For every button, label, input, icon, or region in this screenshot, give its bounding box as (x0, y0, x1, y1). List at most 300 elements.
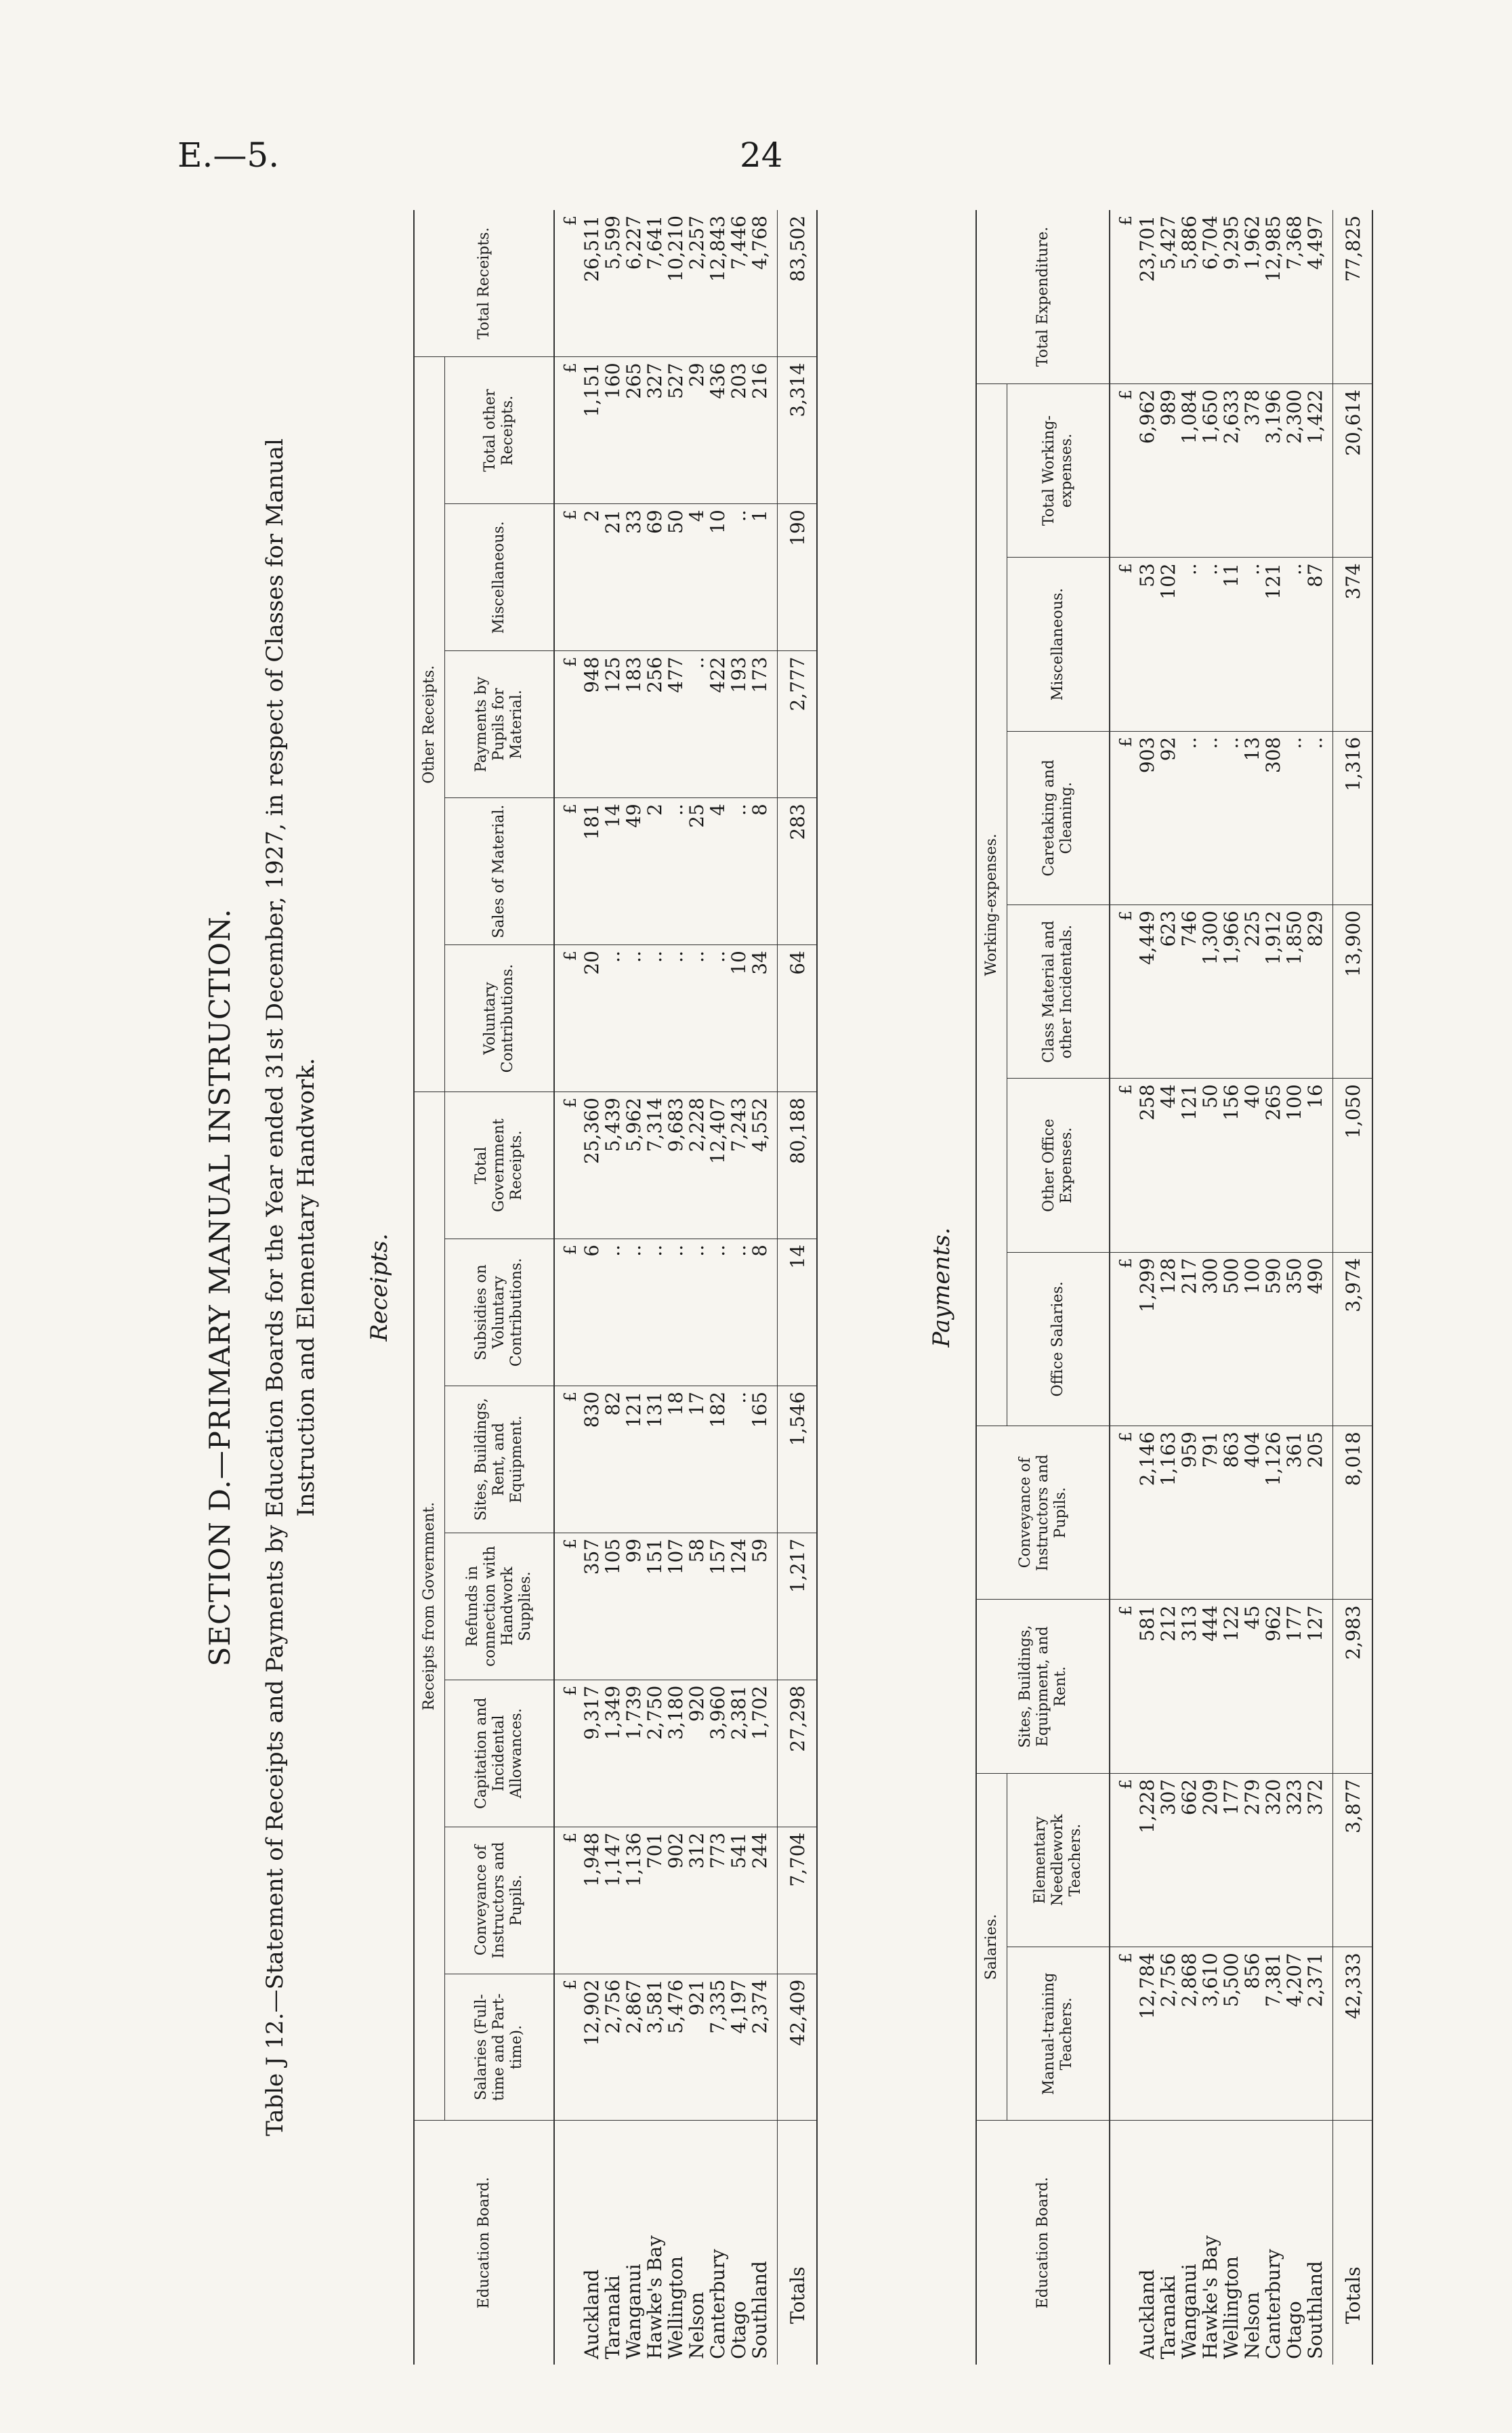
total-conveyance: 8,018 (1333, 1426, 1373, 1600)
unit-cell: £ (554, 1239, 581, 1386)
cell-total-working: 2,300 (1284, 383, 1305, 557)
cell-payments-pupils: 173 (749, 651, 778, 798)
cell-office-salaries: 350 (1284, 1252, 1305, 1426)
cell-needlework: 662 (1179, 1773, 1200, 1947)
cell-total-working: 1,422 (1305, 383, 1333, 557)
cell-total-expenditure: 1,962 (1242, 210, 1263, 383)
cell-voluntary: 34 (749, 945, 778, 1092)
cell-misc: 33 (623, 504, 644, 651)
cell-class-material: 1,966 (1221, 904, 1242, 1078)
unit-cell: £ (554, 210, 581, 357)
cell-sites: 122 (1221, 1600, 1242, 1773)
cell-refunds: 99 (623, 1533, 644, 1680)
cell-sites: 131 (644, 1386, 665, 1533)
cell-salaries: 3,581 (644, 1974, 665, 2121)
cell-conveyance: 791 (1200, 1426, 1221, 1600)
cell-total-other: 265 (623, 357, 644, 504)
cell-salaries: 2,374 (749, 1974, 778, 2121)
total-total-other: 3,314 (778, 357, 818, 504)
cell-salaries: 12,902 (581, 1974, 602, 2121)
cell-manual-training: 12,784 (1137, 1947, 1158, 2121)
unit-cell: £ (1110, 558, 1137, 731)
col-total-receipts: Total Receipts. (414, 210, 554, 357)
cell-total-gov: 25,360 (581, 1092, 602, 1239)
cell-misc: .. (728, 504, 749, 651)
cell-total-gov: 7,243 (728, 1092, 749, 1239)
cell-total-expenditure: 5,886 (1179, 210, 1200, 383)
cell-refunds: 357 (581, 1533, 602, 1680)
cell-misc: 10 (707, 504, 728, 651)
board-name: Hawke's Bay (1199, 2235, 1221, 2359)
board-name: Nelson (1241, 2291, 1263, 2359)
total-sites: 2,983 (1333, 1600, 1373, 1773)
cell-voluntary: .. (623, 945, 644, 1092)
table-row (1200, 210, 1221, 2365)
table-row (1158, 210, 1179, 2365)
cell-class-material: 4,449 (1137, 904, 1158, 1078)
cell-sites: 82 (602, 1386, 623, 1533)
cell-total-expenditure: 7,368 (1284, 210, 1305, 383)
table-row (707, 210, 728, 2365)
cell-total-other: 216 (749, 357, 778, 504)
cell-total-receipts: 7,641 (644, 210, 665, 357)
board-name: Southland (749, 2261, 771, 2359)
cell-capitation: 2,750 (644, 1680, 665, 1827)
cell-other-office: 265 (1263, 1079, 1284, 1252)
cell-needlework: 209 (1200, 1773, 1221, 1947)
cell-total-other: 436 (707, 357, 728, 504)
board-name: Auckland (1136, 2269, 1158, 2359)
board-name: Auckland (581, 2269, 603, 2359)
cell-sales: 25 (686, 798, 707, 945)
cell-sites: 45 (1242, 1600, 1263, 1773)
cell-needlework: 279 (1242, 1773, 1263, 1947)
table-row (686, 210, 707, 2365)
cell-voluntary: .. (665, 945, 686, 1092)
group-salaries: Salaries. (976, 1773, 1007, 2121)
cell-total-expenditure: 12,985 (1263, 210, 1284, 383)
total-sales: 283 (778, 798, 818, 945)
cell-misc: 4 (686, 504, 707, 651)
cell-voluntary: .. (707, 945, 728, 1092)
cell-total-gov: 7,314 (644, 1092, 665, 1239)
cell-subsidies: .. (644, 1239, 665, 1386)
cell-payments-pupils: 183 (623, 651, 644, 798)
titles (203, 210, 322, 2365)
cell-sales: 2 (644, 798, 665, 945)
unit-cell: £ (554, 1092, 581, 1239)
total-subsidies: 14 (778, 1239, 818, 1386)
unit-cell: £ (1110, 1079, 1137, 1252)
cell-misc: 69 (644, 504, 665, 651)
group-working: Working-expenses. (976, 383, 1007, 1426)
payments-body (1110, 210, 1372, 2365)
cell-office-salaries: 500 (1221, 1252, 1242, 1426)
cell-misc: .. (1200, 558, 1221, 731)
cell-sites: 177 (1284, 1600, 1305, 1773)
cell-office-salaries: 128 (1158, 1252, 1179, 1426)
col-conveyance: Conveyance of Instructors and Pupils. (445, 1827, 555, 1974)
table-title-line1: Table J 12.—Statement of Receipts and Payments by Education Boards for the Year ended 31st December, 1927, in respect of Classes for Manual (261, 438, 289, 2136)
cell-class-material: 1,912 (1263, 904, 1284, 1078)
total-total-receipts: 83,502 (778, 210, 818, 357)
cell-manual-training: 5,500 (1221, 1947, 1242, 2121)
cell-salaries: 7,335 (707, 1974, 728, 2121)
cell-payments-pupils: 125 (602, 651, 623, 798)
page-number: 24 (740, 136, 783, 175)
cell-total-gov: 5,439 (602, 1092, 623, 1239)
total-payments-pupils: 2,777 (778, 651, 818, 798)
group-other: Other Receipts. (414, 357, 445, 1092)
cell-total-receipts: 7,446 (728, 210, 749, 357)
cell-needlework: 320 (1263, 1773, 1284, 1947)
board-name: Wellington (1220, 2255, 1242, 2359)
table-row (1305, 210, 1333, 2365)
cell-subsidies: .. (602, 1239, 623, 1386)
cell-caretaking: 92 (1158, 731, 1179, 904)
cell-caretaking: .. (1305, 731, 1333, 904)
cell-misc: 121 (1263, 558, 1284, 731)
cell-needlework: 323 (1284, 1773, 1305, 1947)
cell-total-receipts: 10,210 (665, 210, 686, 357)
payments-heading: Payments. (928, 1227, 955, 1348)
cell-salaries: 2,756 (602, 1974, 623, 2121)
cell-sites: 127 (1305, 1600, 1333, 1773)
unit-cell: £ (554, 1680, 581, 1827)
cell-class-material: 1,300 (1200, 904, 1221, 1078)
cell-total-receipts: 5,599 (602, 210, 623, 357)
cell-conveyance: 2,146 (1137, 1426, 1158, 1600)
col-subsidies: Subsidies on Voluntary Contributions. (445, 1239, 555, 1386)
col-voluntary: Voluntary Contributions. (445, 945, 555, 1092)
total-misc: 374 (1333, 558, 1373, 731)
total-capitation: 27,298 (778, 1680, 818, 1827)
col-board: Education Board. (976, 2121, 1110, 2365)
col-sites: Sites, Buildings, Rent, and Equipment. (445, 1386, 555, 1533)
cell-sites: 121 (623, 1386, 644, 1533)
receipts-heading: Receipts. (366, 1233, 393, 1342)
table-row (749, 210, 778, 2365)
board-name: Otago (1283, 2301, 1305, 2359)
cell-salaries: 4,197 (728, 1974, 749, 2121)
cell-misc: 11 (1221, 558, 1242, 731)
cell-capitation: 3,960 (707, 1680, 728, 1827)
cell-voluntary: 10 (728, 945, 749, 1092)
cell-conveyance: 1,948 (581, 1827, 602, 1974)
board-name: Taranaki (602, 2275, 624, 2359)
cell-caretaking: .. (1284, 731, 1305, 904)
cell-other-office: 44 (1158, 1079, 1179, 1252)
col-conveyance: Conveyance of Instructors and Pupils. (976, 1426, 1110, 1600)
col-misc: Miscellaneous. (1007, 558, 1110, 731)
unit-cell: £ (554, 945, 581, 1092)
cell-manual-training: 856 (1242, 1947, 1263, 2121)
table-row (1263, 210, 1284, 2365)
cell-manual-training: 4,207 (1284, 1947, 1305, 2121)
cell-needlework: 372 (1305, 1773, 1333, 1947)
cell-total-other: 1,151 (581, 357, 602, 504)
cell-misc: 1 (749, 504, 778, 651)
table-row (1137, 210, 1158, 2365)
total-caretaking: 1,316 (1333, 731, 1373, 904)
cell-office-salaries: 100 (1242, 1252, 1263, 1426)
cell-other-office: 156 (1221, 1079, 1242, 1252)
cell-office-salaries: 1,299 (1137, 1252, 1158, 1426)
unit-cell: £ (1110, 731, 1137, 904)
cell-subsidies: .. (686, 1239, 707, 1386)
col-total-other: Total other Receipts. (445, 357, 555, 504)
col-other-office: Other Office Expenses. (1007, 1079, 1110, 1252)
cell-needlework: 177 (1221, 1773, 1242, 1947)
col-sales: Sales of Material. (445, 798, 555, 945)
totals-row (778, 210, 818, 2365)
unit-cell: £ (554, 1386, 581, 1533)
cell-conveyance: 205 (1305, 1426, 1333, 1600)
cell-capitation: 1,739 (623, 1680, 644, 1827)
unit-cell: £ (554, 651, 581, 798)
unit-cell: £ (1110, 1426, 1137, 1600)
cell-misc: .. (1179, 558, 1200, 731)
total-salaries: 42,409 (778, 1974, 818, 2121)
total-total-working: 20,614 (1333, 383, 1373, 557)
col-caretaking: Caretaking and Cleaning. (1007, 731, 1110, 904)
total-refunds: 1,217 (778, 1533, 818, 1680)
cell-total-other: 160 (602, 357, 623, 504)
total-misc: 190 (778, 504, 818, 651)
cell-salaries: 921 (686, 1974, 707, 2121)
cell-total-expenditure: 9,295 (1221, 210, 1242, 383)
board-name: Southland (1304, 2261, 1326, 2359)
board-name: Canterbury (1262, 2249, 1284, 2359)
unit-cell: £ (1110, 1600, 1137, 1773)
unit-blank (1110, 2121, 1137, 2365)
cell-total-working: 989 (1158, 383, 1179, 557)
cell-misc: 102 (1158, 558, 1179, 731)
cell-subsidies: .. (623, 1239, 644, 1386)
col-total-working: Total Working-expenses. (1007, 383, 1110, 557)
cell-refunds: 58 (686, 1533, 707, 1680)
unit-cell: £ (1110, 1947, 1137, 2121)
cell-capitation: 1,702 (749, 1680, 778, 1827)
cell-sites: 18 (665, 1386, 686, 1533)
cell-capitation: 2,381 (728, 1680, 749, 1827)
cell-total-gov: 9,683 (665, 1092, 686, 1239)
cell-office-salaries: 490 (1305, 1252, 1333, 1426)
cell-other-office: 100 (1284, 1079, 1305, 1252)
board-name: Hawke's Bay (644, 2235, 666, 2359)
unit-cell: £ (554, 798, 581, 945)
board-name: Wellington (665, 2255, 687, 2359)
unit-blank (554, 2121, 581, 2365)
cell-refunds: 124 (728, 1533, 749, 1680)
cell-voluntary: .. (602, 945, 623, 1092)
cell-sales: 49 (623, 798, 644, 945)
table-row (1242, 210, 1263, 2365)
cell-caretaking: 308 (1263, 731, 1284, 904)
cell-class-material: 1,850 (1284, 904, 1305, 1078)
cell-conveyance: 701 (644, 1827, 665, 1974)
cell-total-expenditure: 23,701 (1137, 210, 1158, 383)
cell-total-receipts: 2,257 (686, 210, 707, 357)
cell-office-salaries: 300 (1200, 1252, 1221, 1426)
cell-total-receipts: 4,768 (749, 210, 778, 357)
col-class-material: Class Material and other Incidentals. (1007, 904, 1110, 1078)
cell-total-gov: 4,552 (749, 1092, 778, 1239)
table-row (1284, 210, 1305, 2365)
cell-conveyance: 361 (1284, 1426, 1305, 1600)
total-class-material: 13,900 (1333, 904, 1373, 1078)
board-name: Nelson (686, 2291, 708, 2359)
cell-subsidies: .. (728, 1239, 749, 1386)
cell-refunds: 107 (665, 1533, 686, 1680)
cell-conveyance: 1,126 (1263, 1426, 1284, 1600)
unit-cell: £ (1110, 1773, 1137, 1947)
total-conveyance: 7,704 (778, 1827, 818, 1974)
col-total-expenditure: Total Expenditure. (976, 210, 1110, 383)
cell-sites: 17 (686, 1386, 707, 1533)
cell-total-working: 1,650 (1200, 383, 1221, 557)
cell-refunds: 151 (644, 1533, 665, 1680)
payments-table (975, 210, 1373, 2365)
cell-sales: 8 (749, 798, 778, 945)
cell-payments-pupils: .. (686, 651, 707, 798)
cell-other-office: 50 (1200, 1079, 1221, 1252)
total-manual-training: 42,333 (1333, 1947, 1373, 2121)
cell-subsidies: 8 (749, 1239, 778, 1386)
total-office-salaries: 3,974 (1333, 1252, 1373, 1426)
cell-total-expenditure: 5,427 (1158, 210, 1179, 383)
cell-class-material: 829 (1305, 904, 1333, 1078)
receipts-body (554, 210, 817, 2365)
board-name: Otago (728, 2301, 750, 2359)
cell-sales: .. (728, 798, 749, 945)
cell-manual-training: 7,381 (1263, 1947, 1284, 2121)
total-voluntary: 64 (778, 945, 818, 1092)
unit-cell: £ (554, 504, 581, 651)
cell-sites: 830 (581, 1386, 602, 1533)
cell-sites: 165 (749, 1386, 778, 1533)
cell-office-salaries: 590 (1263, 1252, 1284, 1426)
cell-voluntary: .. (686, 945, 707, 1092)
cell-total-other: 29 (686, 357, 707, 504)
cell-sites: .. (728, 1386, 749, 1533)
cell-payments-pupils: 948 (581, 651, 602, 798)
col-manual-training: Manual-training Teachers. (1007, 1947, 1110, 2121)
cell-needlework: 1,228 (1137, 1773, 1158, 1947)
cell-manual-training: 2,868 (1179, 1947, 1200, 2121)
cell-total-receipts: 6,227 (623, 210, 644, 357)
col-salaries: Salaries (Full-time and Part-time). (445, 1974, 555, 2121)
cell-sites: 581 (1137, 1600, 1158, 1773)
rotated-content (203, 210, 1429, 2365)
col-needlework: Elementary Needlework Teachers. (1007, 1773, 1110, 1947)
cell-misc: .. (1284, 558, 1305, 731)
col-office-salaries: Office Salaries. (1007, 1252, 1110, 1426)
cell-total-receipts: 12,843 (707, 210, 728, 357)
table-row (665, 210, 686, 2365)
unit-cell: £ (554, 1827, 581, 1974)
cell-manual-training: 2,756 (1158, 1947, 1179, 2121)
section-title: SECTION D.—PRIMARY MANUAL INSTRUCTION. (203, 908, 236, 1667)
cell-caretaking: .. (1200, 731, 1221, 904)
cell-misc: 50 (665, 504, 686, 651)
board-name: Wanganui (623, 2264, 645, 2359)
cell-sites: 962 (1263, 1600, 1284, 1773)
cell-caretaking: .. (1179, 731, 1200, 904)
cell-sites: 182 (707, 1386, 728, 1533)
cell-payments-pupils: 422 (707, 651, 728, 798)
unit-cell: £ (1110, 1252, 1137, 1426)
col-capitation: Capitation and Incidental Allowances. (445, 1680, 555, 1827)
col-sites: Sites, Buildings, Equipment, and Rent. (976, 1600, 1110, 1773)
cell-salaries: 2,867 (623, 1974, 644, 2121)
unit-cell: £ (554, 357, 581, 504)
cell-misc: 53 (1137, 558, 1158, 731)
cell-voluntary: 20 (581, 945, 602, 1092)
cell-total-working: 2,633 (1221, 383, 1242, 557)
page-header (0, 136, 1512, 190)
cell-conveyance: 541 (728, 1827, 749, 1974)
cell-other-office: 121 (1179, 1079, 1200, 1252)
cell-refunds: 157 (707, 1533, 728, 1680)
cell-other-office: 16 (1305, 1079, 1333, 1252)
cell-total-working: 6,962 (1137, 383, 1158, 557)
group-government: Receipts from Government. (414, 1092, 445, 2121)
cell-conveyance: 773 (707, 1827, 728, 1974)
cell-capitation: 1,349 (602, 1680, 623, 1827)
cell-total-working: 1,084 (1179, 383, 1200, 557)
cell-voluntary: .. (644, 945, 665, 1092)
table-row (644, 210, 665, 2365)
unit-row (1110, 210, 1137, 2365)
cell-caretaking: 903 (1137, 731, 1158, 904)
table-row (1179, 210, 1200, 2365)
unit-cell: £ (1110, 904, 1137, 1078)
cell-capitation: 920 (686, 1680, 707, 1827)
cell-salaries: 5,476 (665, 1974, 686, 2121)
unit-cell: £ (554, 1533, 581, 1680)
cell-class-material: 746 (1179, 904, 1200, 1078)
cell-caretaking: 13 (1242, 731, 1263, 904)
total-needlework: 3,877 (1333, 1773, 1373, 1947)
cell-payments-pupils: 256 (644, 651, 665, 798)
cell-misc: .. (1242, 558, 1263, 731)
cell-sales: 181 (581, 798, 602, 945)
cell-conveyance: 1,147 (602, 1827, 623, 1974)
table-row (1221, 210, 1242, 2365)
cell-sales: 14 (602, 798, 623, 945)
cell-subsidies: 6 (581, 1239, 602, 1386)
cell-total-gov: 12,407 (707, 1092, 728, 1239)
cell-other-office: 258 (1137, 1079, 1158, 1252)
cell-sales: 4 (707, 798, 728, 945)
cell-conveyance: 1,136 (623, 1827, 644, 1974)
cell-misc: 21 (602, 504, 623, 651)
cell-sites: 313 (1179, 1600, 1200, 1773)
table-title-line2: Instruction and Elementary Handwork. (293, 1058, 320, 1517)
cell-capitation: 3,180 (665, 1680, 686, 1827)
cell-subsidies: .. (665, 1239, 686, 1386)
cell-conveyance: 863 (1221, 1426, 1242, 1600)
col-payments-pupils: Payments by Pupils for Material. (445, 651, 555, 798)
cell-payments-pupils: 193 (728, 651, 749, 798)
cell-total-other: 203 (728, 357, 749, 504)
cell-manual-training: 3,610 (1200, 1947, 1221, 2121)
col-misc: Miscellaneous. (445, 504, 555, 651)
cell-conveyance: 312 (686, 1827, 707, 1974)
unit-cell: £ (1110, 210, 1137, 383)
cell-sites: 212 (1158, 1600, 1179, 1773)
